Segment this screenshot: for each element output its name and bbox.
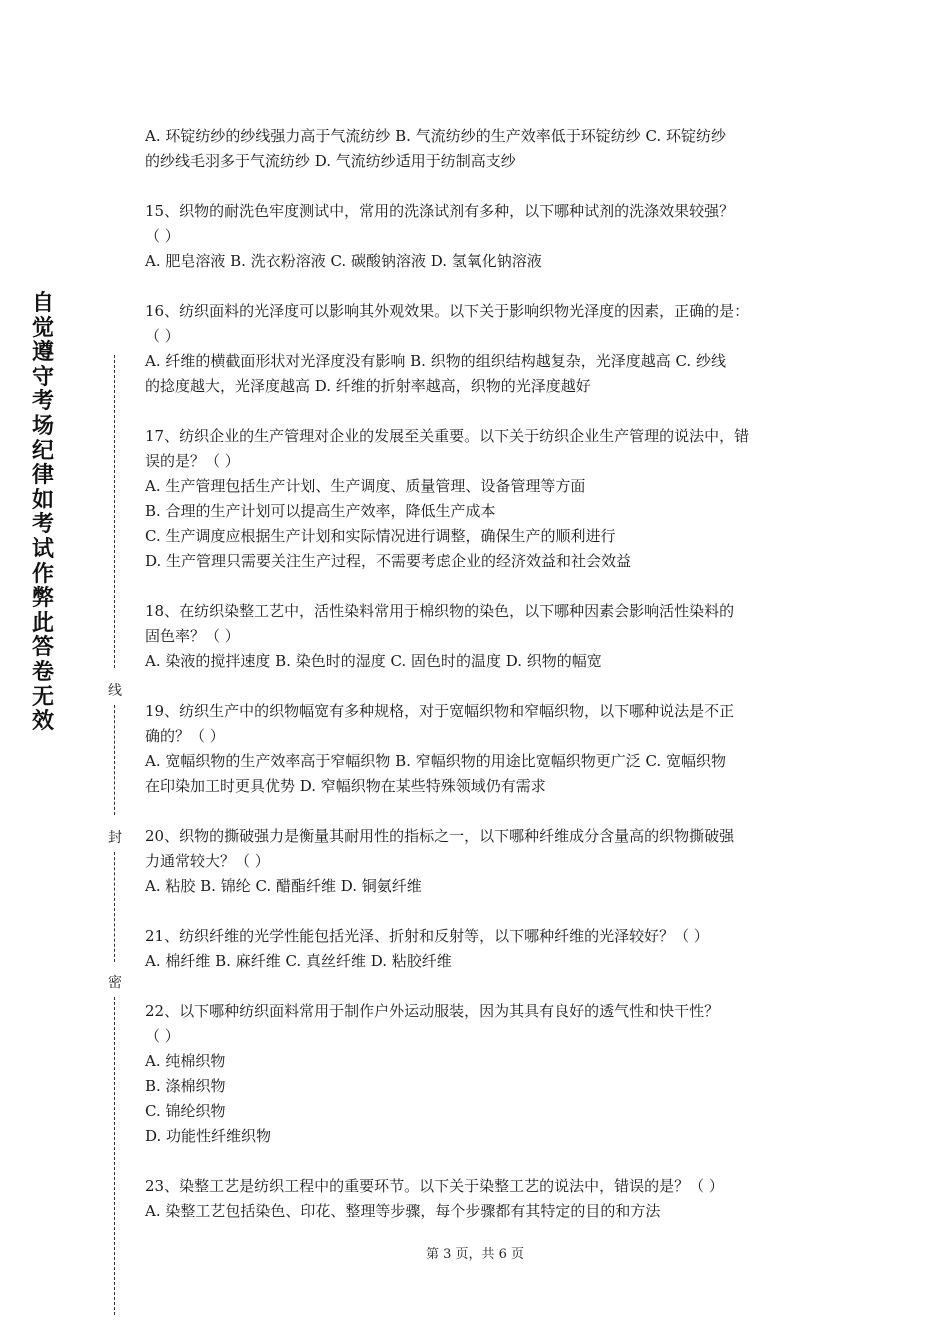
question-line: 在印染加工时更具优势 D. 窄幅织物在某些特殊领域仍有需求 — [145, 777, 546, 795]
question-block — [145, 924, 810, 974]
side-title-char: 此 — [31, 610, 54, 636]
question-line: C. 生产调度应根据生产计划和实际情况进行调整，确保生产的顺利进行 — [145, 527, 616, 545]
side-title-char: 效 — [31, 709, 54, 735]
question-line: （ ） — [145, 227, 180, 245]
question-line: 的捻度越大，光泽度越高 D. 纤维的折射率越高，织物的光泽度越好 — [145, 377, 591, 395]
question-block — [145, 1174, 810, 1224]
question-block — [145, 999, 810, 1149]
side-title-char: 觉 — [31, 315, 54, 341]
binding-mark-line: 线 — [108, 683, 122, 699]
question-line: 的纱线毛羽多于气流纺纱 D. 气流纺纱适用于纺制高支纱 — [145, 152, 516, 170]
binding-dash-line-bottom — [114, 997, 115, 1315]
question-block — [145, 124, 810, 174]
question-line: 16、纺织面料的光泽度可以影响其外观效果。以下关于影响织物光泽度的因素，正确的是： — [145, 302, 750, 320]
question-line: A. 宽幅织物的生产效率高于窄幅织物 B. 窄幅织物的用途比宽幅织物更广泛 C. 宽幅织物 — [145, 752, 726, 770]
side-title-char: 自 — [31, 291, 54, 316]
question-line: 误的是？（ ） — [145, 452, 240, 470]
question-line: 18、在纺织染整工艺中，活性染料常用于棉织物的染色，以下哪种因素会影响活性染料的 — [145, 602, 735, 620]
side-title-char: 律 — [31, 463, 54, 489]
question-line: （ ） — [145, 327, 180, 345]
side-title-char: 守 — [31, 364, 54, 390]
question-line: 15、织物的耐洗色牢度测试中，常用的洗涤试剂有多种，以下哪种试剂的洗涤效果较强？ — [145, 202, 735, 220]
page-footer: 第 3 页，共 6 页 — [425, 1247, 525, 1262]
question-line: A. 纯棉织物 — [145, 1052, 226, 1070]
side-title-char: 场 — [31, 413, 54, 439]
question-block — [145, 299, 810, 399]
question-content — [145, 124, 810, 1249]
side-title-char: 纪 — [31, 438, 54, 464]
side-title-char: 弊 — [31, 586, 54, 612]
question-line: D. 生产管理只需要关注生产过程，不需要考虑企业的经济效益和社会效益 — [145, 552, 632, 570]
question-line: 固色率？（ ） — [145, 627, 240, 645]
binding-dash-line-top — [114, 355, 115, 668]
side-title-char: 答 — [31, 635, 54, 661]
side-title-char: 无 — [31, 684, 54, 710]
question-line: 17、纺织企业的生产管理对企业的发展至关重要。以下关于纺织企业生产管理的说法中，错 — [145, 427, 750, 445]
question-line: A. 染整工艺包括染色、印花、整理等步骤，每个步骤都有其特定的目的和方法 — [145, 1202, 661, 1220]
question-line: A. 肥皂溶液 B. 洗衣粉溶液 C. 碳酸钠溶液 D. 氢氧化钠溶液 — [145, 252, 542, 270]
side-title-char: 试 — [31, 536, 54, 562]
question-line: 20、织物的撕破强力是衡量其耐用性的指标之一，以下哪种纤维成分含量高的织物撕破强 — [145, 827, 735, 845]
question-line: A. 环锭纺纱的纱线强力高于气流纺纱 B. 气流纺纱的生产效率低于环锭纺纱 C. 环锭纺纱 — [145, 127, 726, 145]
side-title-char: 考 — [31, 389, 54, 415]
side-title-char: 如 — [31, 487, 54, 513]
question-line: 23、染整工艺是纺织工程中的重要环节。以下关于染整工艺的说法中，错误的是？（ ） — [145, 1177, 724, 1195]
binding-dash-line-middle — [114, 705, 115, 815]
question-line: 22、以下哪种纺织面料常用于制作户外运动服装，因为其具有良好的透气性和快干性？ — [145, 1002, 720, 1020]
question-line: A. 染液的搅拌速度 B. 染色时的湿度 C. 固色时的温度 D. 织物的幅宽 — [145, 652, 602, 670]
side-title-char: 考 — [31, 512, 54, 538]
side-title-char: 作 — [31, 561, 54, 587]
binding-mark-seal: 封 — [108, 830, 122, 846]
question-line: 19、纺织生产中的织物幅宽有多种规格，对于宽幅织物和窄幅织物，以下哪种说法是不正 — [145, 702, 735, 720]
question-line: A. 生产管理包括生产计划、生产调度、质量管理、设备管理等方面 — [145, 477, 586, 495]
question-line: A. 纤维的横截面形状对光泽度没有影响 B. 织物的组织结构越复杂，光泽度越高 C. 纱线 — [145, 352, 726, 370]
question-block — [145, 824, 810, 899]
question-line: （ ） — [145, 1027, 180, 1045]
binding-mark-secret: 密 — [108, 975, 122, 991]
side-title-char: 遵 — [31, 340, 54, 366]
question-line: B. 合理的生产计划可以提高生产效率，降低生产成本 — [145, 502, 496, 520]
question-line: 确的？（ ） — [145, 727, 225, 745]
side-title-char: 卷 — [31, 659, 54, 685]
question-block — [145, 424, 810, 574]
question-block — [145, 599, 810, 674]
question-block — [145, 199, 810, 274]
question-line: C. 锦纶织物 — [145, 1102, 226, 1120]
question-line: 21、纺织纤维的光学性能包括光泽、折射和反射等，以下哪种纤维的光泽较好？（ ） — [145, 927, 709, 945]
question-line: 力通常较大？（ ） — [145, 852, 270, 870]
question-line: D. 功能性纤维织物 — [145, 1127, 272, 1145]
question-line: A. 粘胶 B. 锦纶 C. 醋酯纤维 D. 铜氨纤维 — [145, 877, 422, 895]
question-line: B. 涤棉织物 — [145, 1077, 226, 1095]
question-line: A. 棉纤维 B. 麻纤维 C. 真丝纤维 D. 粘胶纤维 — [145, 952, 452, 970]
question-block — [145, 699, 810, 799]
binding-dash-line-lower — [114, 852, 115, 962]
exam-discipline-notice — [30, 292, 56, 735]
